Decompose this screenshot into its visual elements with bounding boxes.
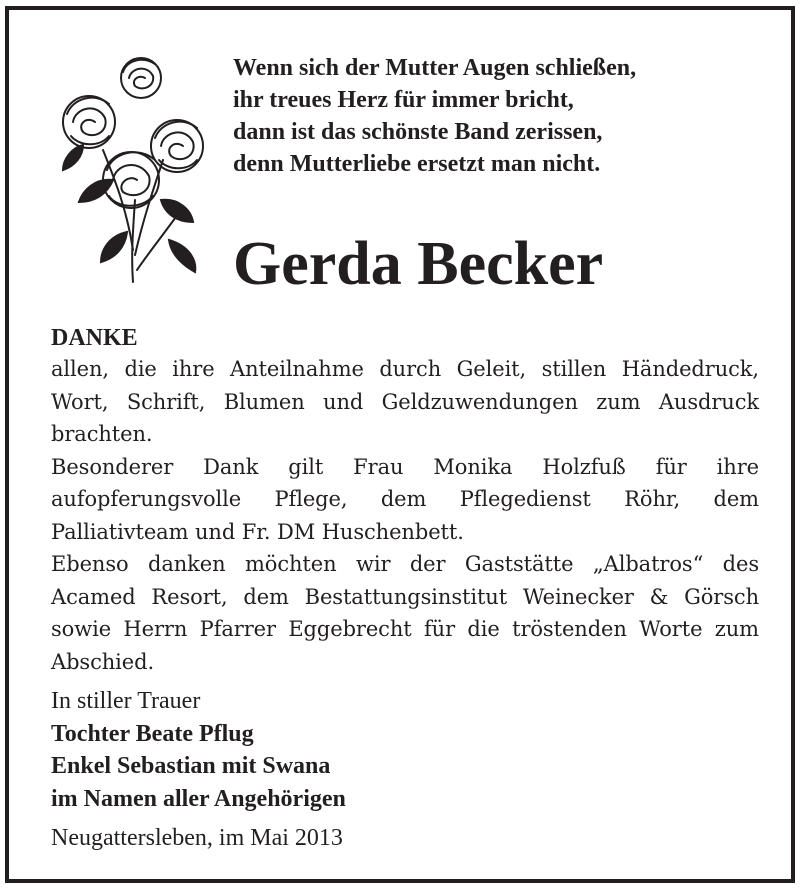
thanks-paragraph: Ebenso danken möchten wir der Gaststätte „Albatros“ des Acamed Resort, dem Bestattungsinstitut Weinecker & Görsch sowie Herrn Pfarrer Eggebrecht für die tröstenden Worte zum Abschied. [51, 552, 759, 674]
thanks-heading: DANKE [51, 325, 138, 351]
obituary-card [5, 6, 795, 883]
mourner-line: Tochter Beate Pflug [51, 720, 254, 747]
deceased-name: Gerda Becker [233, 230, 604, 298]
closing-signature [51, 685, 346, 815]
poem-line: dann ist das schönste Band zerissen, [233, 119, 603, 145]
mourner-line: im Namen aller Angehörigen [51, 785, 346, 812]
rose-bouquet-illustration [43, 50, 213, 285]
memorial-poem [233, 52, 773, 180]
thanks-text [51, 353, 759, 678]
thanks-paragraph: allen, die ihre Anteilnahme durch Geleit, stillen Händedruck, Wort, Schrift, Blumen und Geldzuwendungen zum Ausdruck brachten. [51, 357, 759, 446]
closing-intro: In stiller Trauer [51, 688, 201, 714]
place-and-date: Neugattersleben, im Mai 2013 [51, 825, 343, 851]
poem-line: denn Mutterliebe ersetzt man nicht. [233, 151, 601, 177]
poem-line: ihr treues Herz für immer bricht, [233, 87, 574, 113]
poem-line: Wenn sich der Mutter Augen schließen, [233, 55, 637, 81]
thanks-paragraph: Besonderer Dank gilt Frau Monika Holzfuß für ihre aufopferungsvolle Pflege, dem Pflegedienst Röhr, dem Palliativteam und Fr. DM Huschenbett. [51, 454, 759, 544]
mourner-line: Enkel Sebastian mit Swana [51, 753, 331, 779]
